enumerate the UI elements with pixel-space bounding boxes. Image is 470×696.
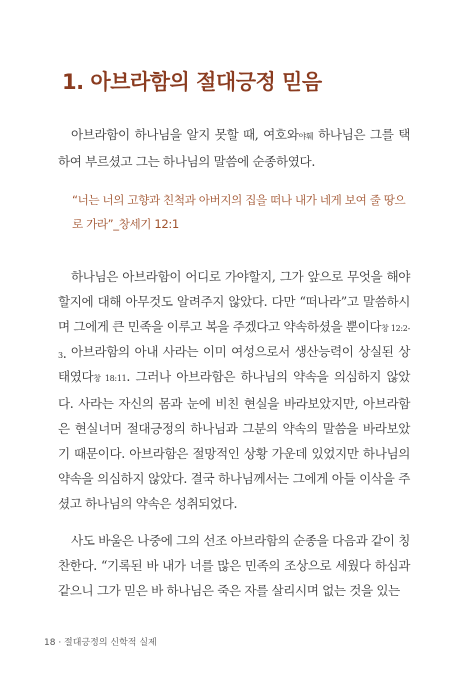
scripture-quote: [72, 188, 410, 236]
paragraph-3: [58, 339, 410, 516]
page-number: 18: [44, 638, 56, 648]
paragraph-4: [58, 528, 410, 603]
yahweh-gloss: 야훼: [298, 132, 314, 141]
paragraph-1-text-b: 하나님은 그를 택하여 부르셨고 그는 하나님의 말씀에 순종하였다.: [58, 127, 410, 169]
section-heading: 1. 아브라함의 절대긍정 믿음: [62, 70, 322, 94]
paragraph-1-text-a: 아브라함이 하나님을 알지 못할 때, 여호와: [71, 127, 299, 142]
paragraph-1: [58, 122, 410, 174]
quote-reference: _창세기 12:1: [113, 217, 179, 231]
footer-separator: ·: [55, 638, 65, 648]
running-book-title: 절대긍정의 신학적 실제: [64, 638, 157, 648]
paragraph-2-reference: 창 12:2-3: [58, 324, 411, 360]
paragraph-2-text-a: 하나님은 아브라함이 어디로 가야할지, 그가 앞으로 무엇을 해야할지에 대해 아무것도 알려주지 않았다. 다만 “떠나라”고 말씀하시며 그에게 큰 민족을 이루고 복을 주겠다고 약속하셨을 뿐이다: [58, 269, 410, 334]
page-footer: [44, 635, 157, 648]
paragraph-2-text-b: .: [62, 346, 67, 361]
paragraph-3-text-b: . 그러나 아브라함은 하나님의 약속을 의심하지 않았다. 사라는 자신의 몸과 눈에 비친 현실을 바라보았지만, 아브라함은 현실너머 절대긍정의 하나님과 그분의 약속의 말씀을 바라보았기 때문이다. 아브라함은 절망적인 상황 가운데 있었지만 하나님의 약속을 의심하지 않았다. 결국 하나님께서는 그에게 아들 이삭을 주셨고 하나님의 약속은 성취되었다.: [58, 369, 410, 511]
paragraph-4-text: 사도 바울은 나중에 그의 선조 아브라함의 순종을 다음과 같이 칭찬한다. “기록된 바 내가 너를 많은 민족의 조상으로 세웠다 하심과 같으니 그가 믿은 바 하나님은 죽은 자를 살리시며 없는 것을 있는: [58, 533, 410, 598]
quote-text: “너는 너의 고향과 친척과 아버지의 집을 떠나 내가 네게 보여 줄 땅으로 가라”: [72, 193, 406, 231]
paragraph-3-text-a: 아브라함의 아내 사라는 이미 여성으로서 생산능력이 상실된 상태였다: [58, 344, 410, 384]
paragraph-3-reference: 창 18:11: [93, 374, 127, 383]
